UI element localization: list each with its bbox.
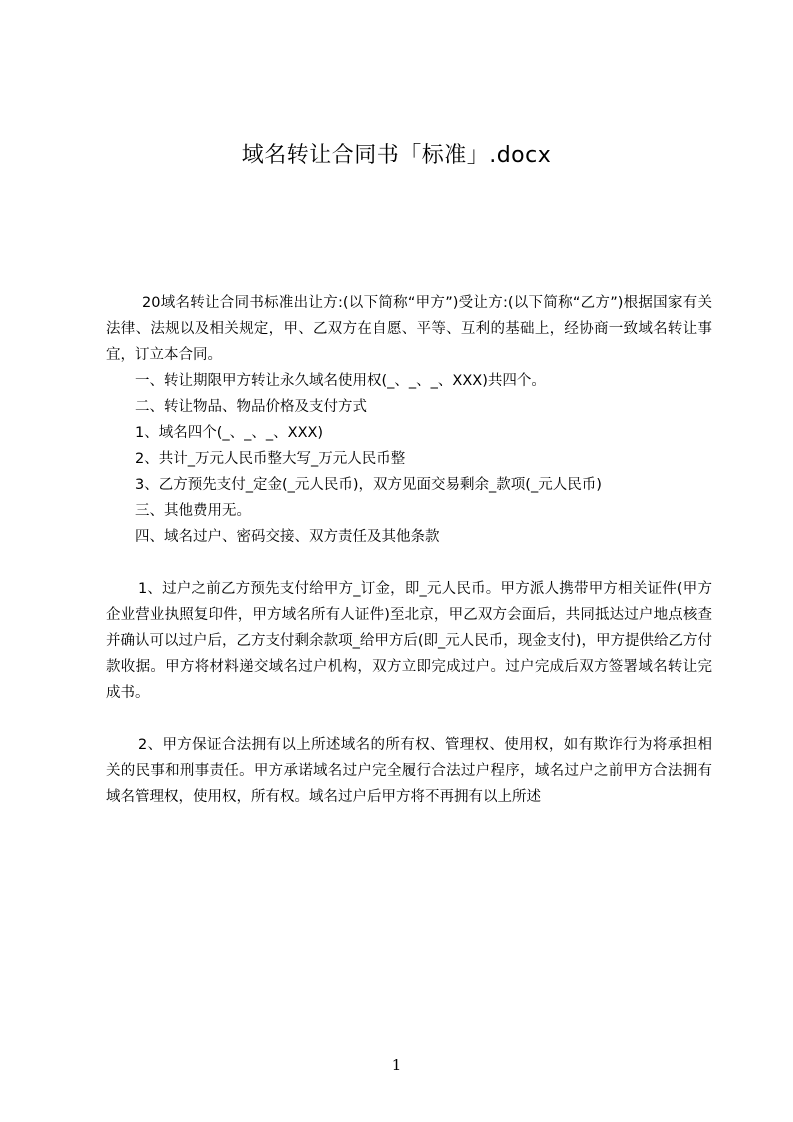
paragraph-section-heading: 四、域名过户、密码交接、双方责任及其他条款 [135,529,440,545]
paragraph-clause: 2、甲方保证合法拥有以上所述域名的所有权、管理权、使用权，如有欺诈行为将承担相关的民事和刑事责任。甲方承诺域名过户完全履行合法过户程序，域名过户之前甲方合法拥有域名管理权，使用权，所有权。域名过户后甲方将不再拥有以上所述 [106,737,712,805]
paragraph-transfer-term: 一、转让期限甲方转让永久域名使用权(_、_、_、XXX)共四个。 [135,373,546,389]
paragraph-list-item: 3、乙方预先支付_定金(_元人民币)，双方见面交易剩余_款项(_元人民币) [135,477,602,493]
document-body [106,290,712,810]
paragraph-section-heading: 三、其他费用无。 [135,503,251,519]
paragraph-clause: 1、过户之前乙方预先支付给甲方_订金，即_元人民币。甲方派人携带甲方相关证件(甲方企业营业执照复印件，甲方域名所有人证件)至北京，甲乙双方会面后，共同抵达过户地点核查并确认可以过户后，乙方支付剩余款项_给甲方后(即_元人民币，现金支付)，甲方提供给乙方付款收据。甲方将材料递交域名过户机构，双方立即完成过户。过户完成后双方签署域名转让完成书。 [106,581,712,701]
paragraph-section-heading: 二、转让物品、物品价格及支付方式 [135,399,367,415]
paragraph-intro: 20域名转让合同书标准出让方:(以下简称“甲方”)受让方:(以下简称“乙方”)根据国家有关法律、法规以及相关规定，甲、乙双方在自愿、平等、互利的基础上，经协商一致域名转让事宜，订立本合同。 [106,295,712,363]
page-number: 1 [391,1056,402,1074]
paragraph-list-item: 1、域名四个(_、_、_、XXX) [135,425,324,441]
paragraph-list-item: 2、共计_万元人民币整大写_万元人民币整 [135,451,406,467]
document-title: 域名转让合同书「标准」.docx [241,143,552,168]
